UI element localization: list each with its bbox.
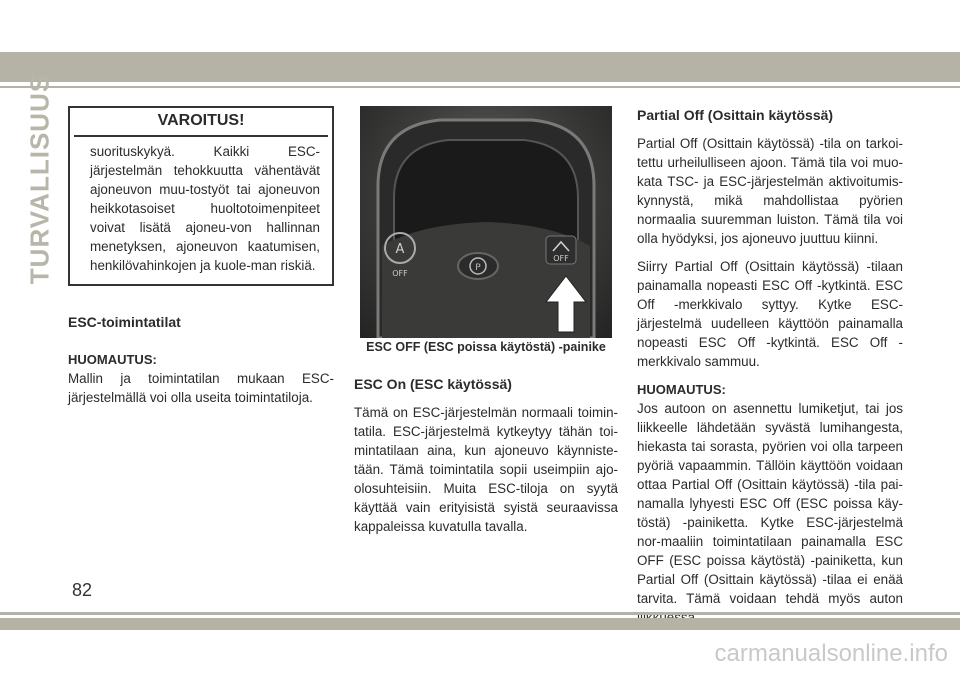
- partial-off-paragraph-1: Partial Off (Osittain käytössä) -tila on tarkoi-tettu urheilulliseen ajoon. Tämä tila voi muo-kata TSC- ja ESC-järjestelmän aktivoitumis-kynnystä, mikä mahdollistaa pyörien normaalia suuremman luiston. Tämä tila voi olla hyödyksi, jos ajoneuvo juuttuu kiinni.: [637, 136, 903, 246]
- watermark: carmanualsonline.info: [714, 640, 948, 667]
- esc-on-text: Tämä on ESC-järjestelmän normaali toimin-tatila. ESC-järjestelmä kytkeytyy tähän toi-mintatilaan aina, kun ajoneuvo käynniste-tään. Tämä toimintatila sopii useimpiin ajo-olosuhteisiin. Muita ESC-tiloja on syytä käyttää vain erityisistä syistä seuraavissa kappaleissa kuvatulla tavalla.: [354, 405, 618, 534]
- esc-button-illustration: [360, 106, 612, 338]
- bottom-rule: [0, 612, 960, 615]
- note-label: HUOMAUTUS:: [68, 352, 157, 367]
- note-label-2: HUOMAUTUS:: [637, 382, 726, 397]
- note-text-2: Jos autoon on asennettu lumiketjut, tai jos liikkeelle lähdetään syvästä lumihangesta, hiekasta tai sorasta, pyörien voi olla tarpeen pyöriä vapaammin. Tällöin käyttöön voidaan ottaa Partial Off (Osittain käytössä) -tila pai-namalla lyhyesti ESC Off (ESC poissa käy-töstä) -painiketta. Kytke ESC-järjestelmä nor-maaliin toimintatilaan painamalla ESC OFF (ESC poissa käytöstä) -painiketta, kun Partial Off (Osittain käytössä) -tilaa ei enää tarvita. Tämä voidaan tehdä myös auton: [637, 401, 903, 606]
- top-rule: [0, 86, 960, 88]
- svg-text:P: P: [475, 263, 481, 273]
- right-button-label: OFF: [553, 254, 569, 263]
- page-number: 82: [72, 580, 93, 600]
- warning-text: suorituskykyä. Kaikki ESC-järjestelmän tehokkuutta vähentävät ajoneuvon muu-tostyöt tai ajoneuvon heikkotasoiset huoltotoimenpiteet voivat lisätä ajoneu-von hallinnan menetyksen, ajoneuvon kaatumisen, henkilövahinkojen ja kuole-man riskiä.: [90, 144, 320, 273]
- left-button-label: OFF: [392, 269, 408, 278]
- esc-button-photo: [360, 106, 612, 338]
- esc-on-heading: ESC On (ESC käytössä): [354, 376, 512, 392]
- side-label-text: TURVALLISUUS: [24, 73, 55, 285]
- esc-off-button: [546, 236, 576, 264]
- partial-off-paragraph-2: Siirry Partial Off (Osittain käytössä) -tilaan painamalla nopeasti ESC Off -kytkintä. ESC Off -merkkivalo syttyy. Kytke ESC-järjestelmä uudelleen käyttöön painamalla nopeasti ESC Off -kytkintä. ESC Off -merkkivalo sammuu.: [637, 259, 903, 369]
- column-3: [637, 106, 903, 627]
- bottom-band: [0, 618, 960, 630]
- section-heading: ESC-toimintatilat: [68, 314, 181, 330]
- warning-title: VAROITUS!: [74, 108, 328, 137]
- section-side-label: [24, 73, 56, 285]
- warning-box: [68, 106, 334, 286]
- column-1: [68, 106, 334, 407]
- parking-brake-button: [458, 253, 498, 279]
- note-text: Mallin ja toimintatilan mukaan ESC-järjestelmällä voi olla useita toimintatiloja.: [68, 371, 334, 405]
- figure-caption: ESC OFF (ESC poissa käytöstä) -painike: [366, 340, 606, 354]
- partial-off-heading: Partial Off (Osittain käytössä): [637, 107, 834, 123]
- column-2: [354, 106, 618, 536]
- top-band: [0, 52, 960, 82]
- svg-text:A: A: [395, 242, 405, 257]
